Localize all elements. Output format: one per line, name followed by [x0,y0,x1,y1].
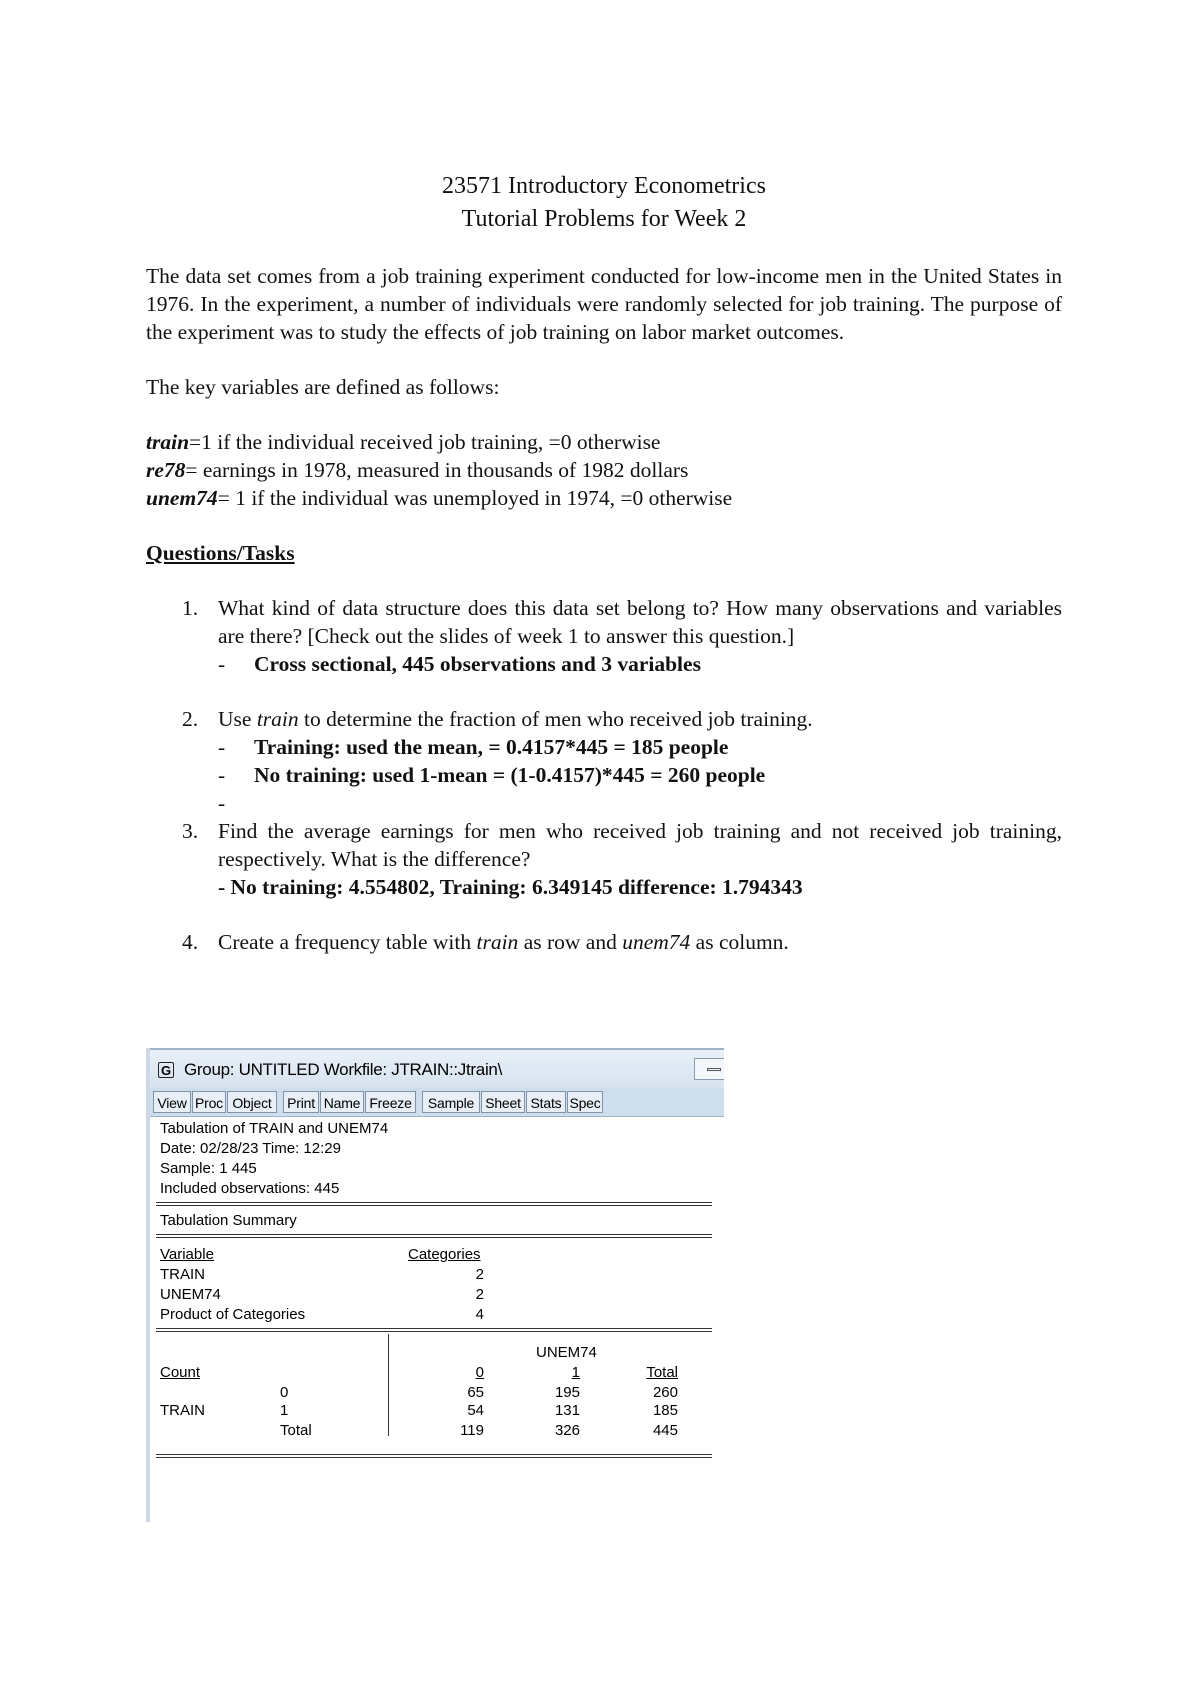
view-button[interactable]: View [153,1091,191,1113]
question-text [218,928,1062,956]
minimize-button[interactable] [694,1058,724,1080]
question-number: 4. [182,930,199,954]
var-name: train [146,430,190,454]
question-3 [146,817,1062,901]
table-cell: 131 [554,1402,580,1419]
variable-definitions [146,428,1062,512]
definition-re78 [146,456,1062,484]
question-number: 3. [182,819,199,843]
question-text-part: as row and [518,930,623,954]
question-number: 1. [182,596,199,620]
table-cell: 119 [460,1422,484,1439]
question-2 [146,705,1062,817]
answer-dash: - [218,735,226,759]
column-header: Total [646,1364,678,1381]
document-page [146,170,1062,983]
definition-train [146,428,1062,456]
question-text-part: Create a frequency table with [218,930,477,954]
proc-button[interactable]: Proc [192,1091,226,1113]
window-title-bar [150,1048,724,1088]
row-variable-label: TRAIN [160,1402,205,1419]
variable-name: unem74 [622,930,691,954]
questions-heading: Questions/Tasks [146,541,295,565]
freeze-button[interactable]: Freeze [365,1091,416,1113]
sample-button[interactable]: Sample [422,1091,480,1113]
column-variable-label: UNEM74 [536,1344,597,1361]
table-cell: 54 [467,1402,484,1419]
eviews-window-screenshot [146,1048,724,1522]
answer-dash: - [218,763,226,787]
var-definition: = earnings in 1978, measured in thousands of 1982 dollars [185,458,689,482]
question-text [218,705,1062,733]
answer-dash: - [218,652,226,676]
key-variables-intro: The key variables are defined as follows: [146,375,500,399]
variable-name: train [256,707,299,731]
table-cell: 326 [554,1422,580,1439]
answer-line [218,789,1062,817]
question-text: What kind of data structure does this data set belong to? How many observations and variables are there? [Check out the slides of week 1 to answer this question.] [218,596,1062,648]
stats-button[interactable]: Stats [526,1091,566,1113]
column-header: 1 [571,1364,580,1381]
summary-variable-header: Variable [160,1246,214,1263]
var-name: re78 [146,458,186,482]
object-button[interactable]: Object [227,1091,277,1113]
summary-categories-header: Categories [408,1246,481,1263]
summary-row-value: 4 [475,1306,484,1323]
row-label: Total [280,1422,312,1439]
question-4 [146,928,1062,956]
answer-text: Training: used the mean, = 0.4157*445 = 185 people [254,735,729,759]
row-label: 1 [280,1402,289,1419]
window-toolbar [150,1088,724,1117]
answer-text: - No training: 4.554802, Training: 6.349145 difference: 1.794343 [218,875,803,899]
table-cell: 185 [652,1402,678,1419]
row-label: 0 [280,1384,289,1401]
divider [156,1202,712,1206]
question-text-part: to determine the fraction of men who received job training. [298,707,813,731]
summary-row-value: 2 [475,1266,484,1283]
answer-line [218,761,1062,789]
spec-button[interactable]: Spec [567,1091,603,1113]
question-number: 2. [182,707,199,731]
question-text-part: Use [218,707,257,731]
table-cell: 195 [554,1384,580,1401]
output-date: Date: 02/28/23 Time: 12:29 [160,1140,341,1157]
name-button[interactable]: Name [320,1091,364,1113]
question-text: Find the average earnings for men who received job training and not received job training, respectively. What is the difference? [218,819,1062,871]
answer-text: No training: used 1-mean = (1-0.4157)*445 = 260 people [254,763,766,787]
sheet-button[interactable]: Sheet [481,1091,525,1113]
var-definition: =1 if the individual received job training, =0 otherwise [189,430,661,454]
questions-list [146,594,1062,956]
output-observations: Included observations: 445 [160,1180,340,1197]
count-label: Count [160,1364,201,1381]
question-text-part: as column. [690,930,789,954]
table-cell: 65 [467,1384,484,1401]
course-title: 23571 Introductory Econometrics [442,173,766,199]
summary-row-name: TRAIN [160,1266,205,1283]
window-title: Group: UNTITLED Workfile: JTRAIN::Jtrain\ [184,1060,503,1079]
tutorial-title: Tutorial Problems for Week 2 [461,206,747,232]
divider [156,1234,712,1238]
summary-label: Tabulation Summary [160,1212,297,1229]
definition-unem74 [146,484,1062,512]
output-title: Tabulation of TRAIN and UNEM74 [160,1120,389,1137]
window-left-border [146,1048,150,1522]
intro-paragraph: The data set comes from a job training experiment conducted for low-income men in the United States in 1976. In the experiment, a number of individuals were randomly selected for job training. The purpose of the experiment was to study the effects of job training on labor market outcomes. [146,264,1062,344]
table-cell: 260 [652,1384,678,1401]
divider [156,1328,712,1332]
var-definition: = 1 if the individual was unemployed in 1974, =0 otherwise [217,486,733,510]
var-name: unem74 [146,486,218,510]
answer-line [218,650,1062,678]
summary-row-name: Product of Categories [160,1306,306,1323]
answer-dash: - [218,791,226,815]
minimize-icon [707,1068,721,1071]
output-sample: Sample: 1 445 [160,1160,257,1177]
summary-row-value: 2 [475,1286,484,1303]
table-cell: 445 [652,1422,678,1439]
column-header: 0 [475,1364,484,1381]
print-button[interactable]: Print [283,1091,319,1113]
summary-row-name: UNEM74 [160,1286,221,1303]
answer-text: Cross sectional, 445 observations and 3 variables [254,652,701,676]
variable-name: train [476,930,519,954]
group-icon: G [158,1062,174,1078]
divider [156,1454,712,1458]
question-1 [146,594,1062,678]
title-block [146,170,1062,236]
answer-line [218,733,1062,761]
table-vertical-rule [388,1334,389,1436]
